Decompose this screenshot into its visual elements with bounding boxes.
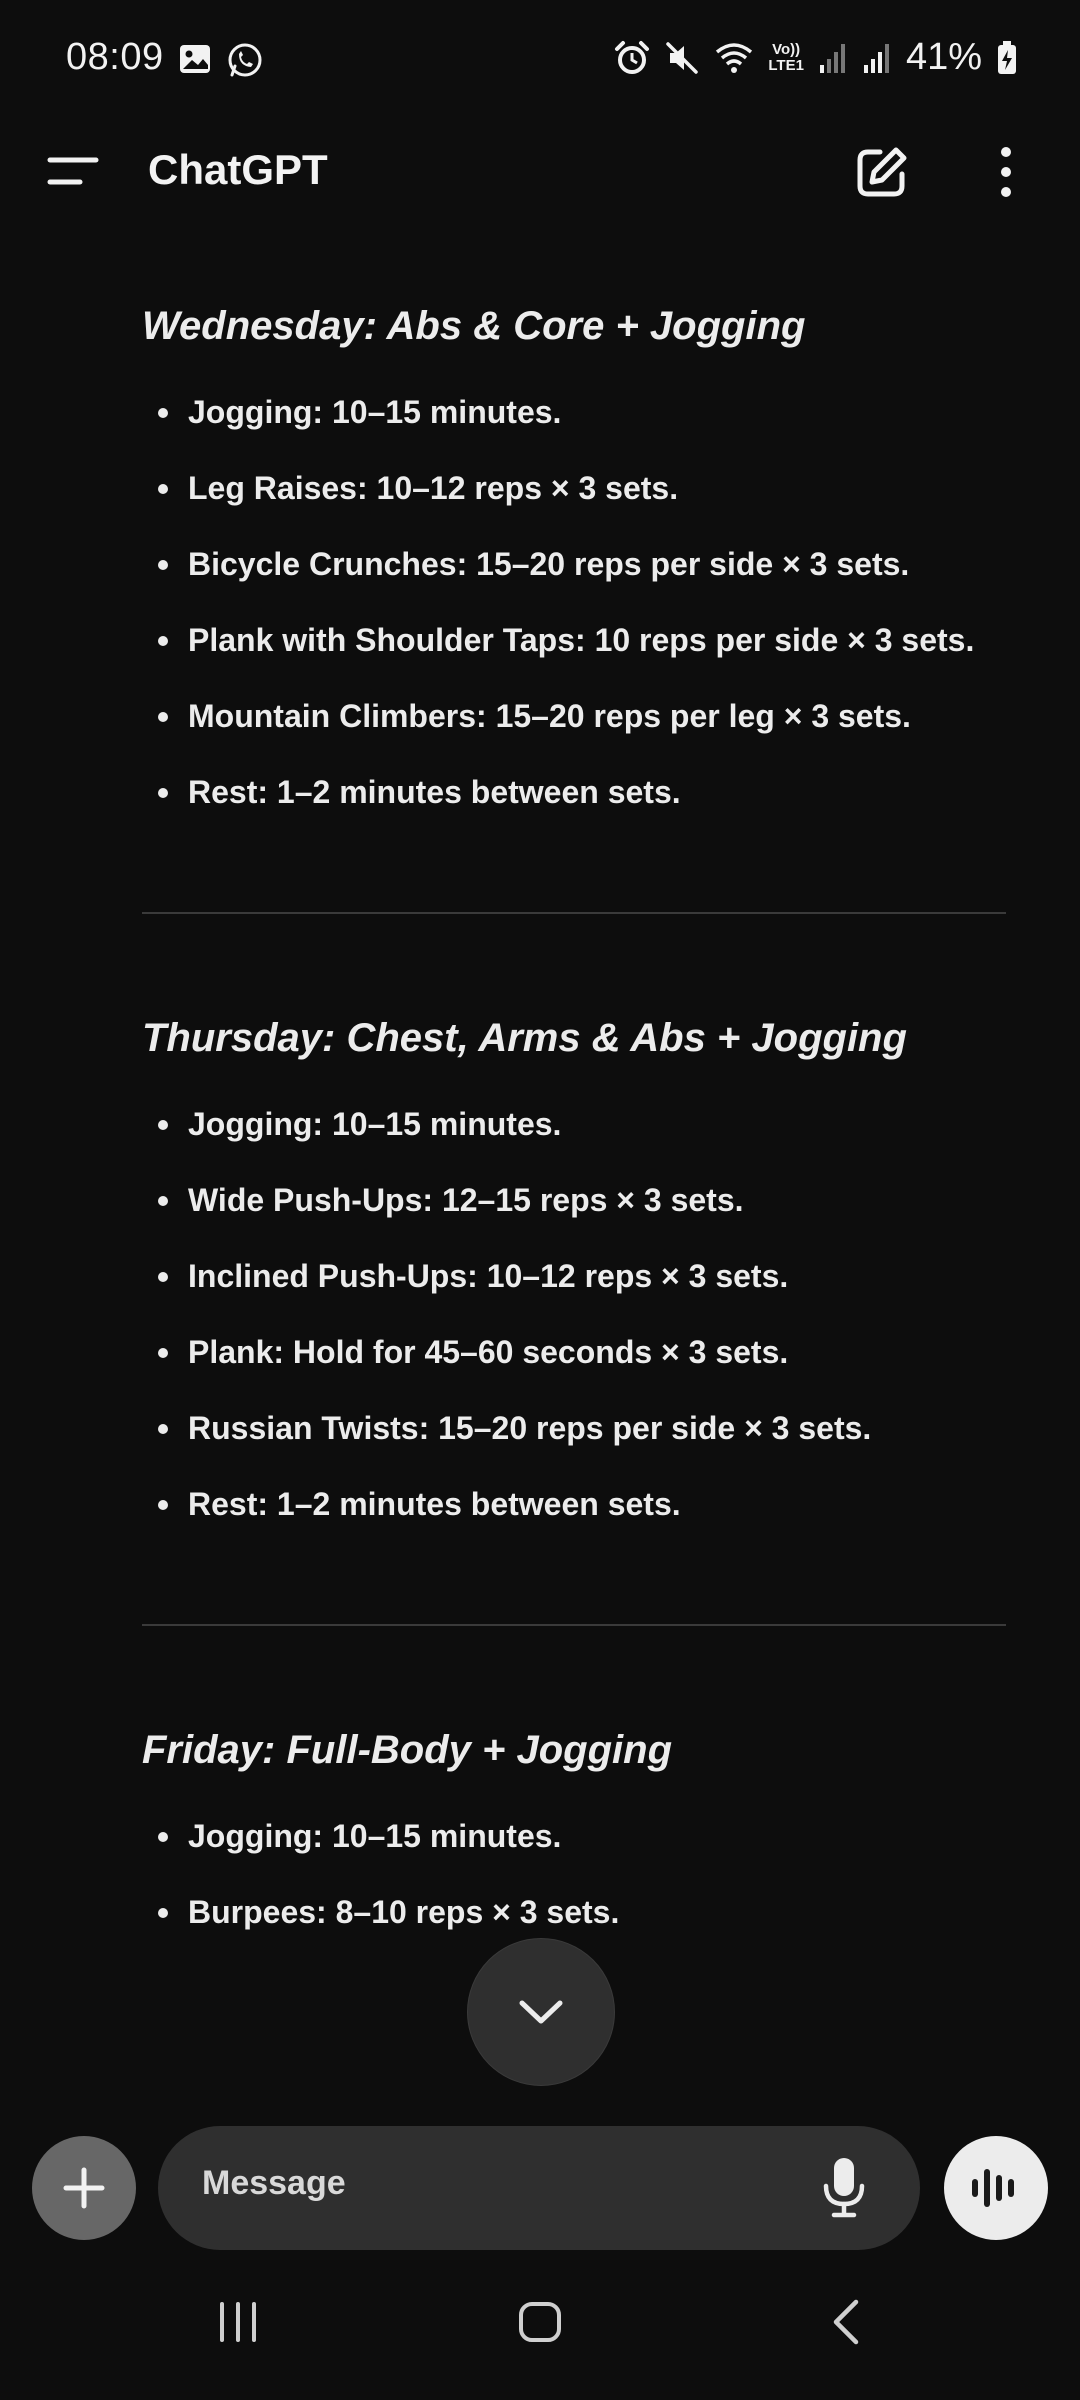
recents-icon[interactable]: [216, 2300, 260, 2344]
section-heading: Thursday: Chest, Arms & Abs + Jogging: [142, 1016, 907, 1060]
list-item: [142, 766, 1006, 818]
exercise-label: Mountain Climbers:: [188, 698, 487, 734]
app-title: ChatGPT: [148, 146, 328, 193]
exercise-label: Jogging:: [188, 1818, 324, 1854]
exercise-list: [142, 1810, 1006, 1938]
exercise-detail: 10–15 minutes.: [323, 394, 562, 430]
list-item: [142, 538, 1006, 590]
attach-button[interactable]: [32, 2136, 136, 2240]
battery-charging-icon: [996, 40, 1018, 76]
scroll-to-bottom-button[interactable]: [467, 1938, 615, 2086]
whatsapp-icon: [226, 42, 264, 80]
home-icon[interactable]: [518, 2300, 562, 2344]
composer-bar: [0, 2100, 1080, 2260]
wifi-icon: [714, 40, 754, 76]
exercise-detail: 15–20 reps per side × 3 sets.: [467, 546, 910, 582]
list-item: [142, 386, 1006, 438]
mute-icon: [664, 40, 700, 76]
list-item: [142, 1250, 1006, 1302]
exercise-label: Bicycle Crunches:: [188, 546, 468, 582]
exercise-detail: 10–12 reps × 3 sets.: [367, 470, 679, 506]
back-icon[interactable]: [826, 2298, 866, 2346]
exercise-label: Rest:: [188, 774, 269, 810]
exercise-label: Leg Raises:: [188, 470, 368, 506]
exercise-detail: 10–15 minutes.: [323, 1106, 562, 1142]
list-item: [142, 690, 1006, 742]
exercise-detail: 10 reps per side × 3 sets.: [585, 622, 975, 658]
list-item: [142, 1810, 1006, 1862]
exercise-detail: 8–10 reps × 3 sets.: [326, 1894, 620, 1930]
status-bar: [0, 0, 1080, 120]
notification-icons: [178, 42, 264, 80]
exercise-label: Jogging:: [188, 1106, 324, 1142]
exercise-detail: 1–2 minutes between sets.: [268, 774, 681, 810]
exercise-label: Jogging:: [188, 394, 324, 430]
list-item: [142, 1478, 1006, 1530]
voice-waveform-icon: [969, 2164, 1023, 2212]
section-friday: [142, 1724, 1006, 1938]
list-item: [142, 1886, 1006, 1938]
exercise-detail: 10–15 minutes.: [323, 1818, 562, 1854]
exercise-label: Rest:: [188, 1486, 269, 1522]
signal-icon-sim2: [862, 41, 892, 75]
more-vertical-icon[interactable]: [988, 144, 1024, 200]
exercise-detail: 15–20 reps per leg × 3 sets.: [486, 698, 911, 734]
exercise-detail: Hold for 45–60 seconds × 3 sets.: [284, 1334, 789, 1370]
status-time: 08:09: [66, 36, 164, 78]
volte-label: Vo)): [772, 40, 801, 58]
exercise-list: [142, 1098, 1006, 1530]
list-item: [142, 1326, 1006, 1378]
microphone-icon[interactable]: [822, 2156, 866, 2218]
section-heading: Wednesday: Abs & Core + Jogging: [142, 304, 806, 348]
exercise-detail: 1–2 minutes between sets.: [268, 1486, 681, 1522]
chat-message-content: [142, 300, 1006, 1938]
status-right-icons: [614, 36, 1018, 79]
exercise-label: Burpees:: [188, 1894, 327, 1930]
list-item: [142, 1098, 1006, 1150]
menu-icon[interactable]: [46, 150, 100, 194]
section-divider: [142, 912, 1006, 914]
signal-icon-sim1: [818, 41, 848, 75]
edit-icon[interactable]: [854, 144, 910, 200]
voice-mode-button[interactable]: [944, 2136, 1048, 2240]
app-bar: [0, 120, 1080, 224]
list-item: [142, 462, 1006, 514]
section-heading: Friday: Full-Body + Jogging: [142, 1728, 672, 1772]
section-wednesday: [142, 300, 1006, 818]
exercise-label: Plank with Shoulder Taps:: [188, 622, 586, 658]
exercise-label: Russian Twists:: [188, 1410, 430, 1446]
message-input[interactable]: [158, 2126, 920, 2250]
exercise-label: Inclined Push-Ups:: [188, 1258, 478, 1294]
exercise-list: [142, 386, 1006, 818]
list-item: [142, 1402, 1006, 1454]
battery-percentage: 41%: [905, 36, 982, 78]
exercise-detail: 15–20 reps per side × 3 sets.: [429, 1410, 872, 1446]
exercise-detail: 10–12 reps × 3 sets.: [477, 1258, 789, 1294]
lte-label: LTE1: [768, 56, 804, 74]
alarm-icon: [614, 40, 650, 76]
exercise-label: Plank:: [188, 1334, 285, 1370]
system-navigation-bar: [0, 2260, 1080, 2400]
section-thursday: [142, 1012, 1006, 1530]
exercise-label: Wide Push-Ups:: [188, 1182, 434, 1218]
list-item: [142, 614, 1006, 666]
section-divider: [142, 1624, 1006, 1626]
plus-icon: [62, 2166, 106, 2210]
gallery-icon: [178, 42, 212, 76]
list-item: [142, 1174, 1006, 1226]
network-type-label: [768, 42, 804, 74]
message-placeholder: Message: [202, 2164, 346, 2202]
exercise-detail: 12–15 reps × 3 sets.: [433, 1182, 744, 1218]
chevron-down-icon: [516, 1997, 566, 2027]
